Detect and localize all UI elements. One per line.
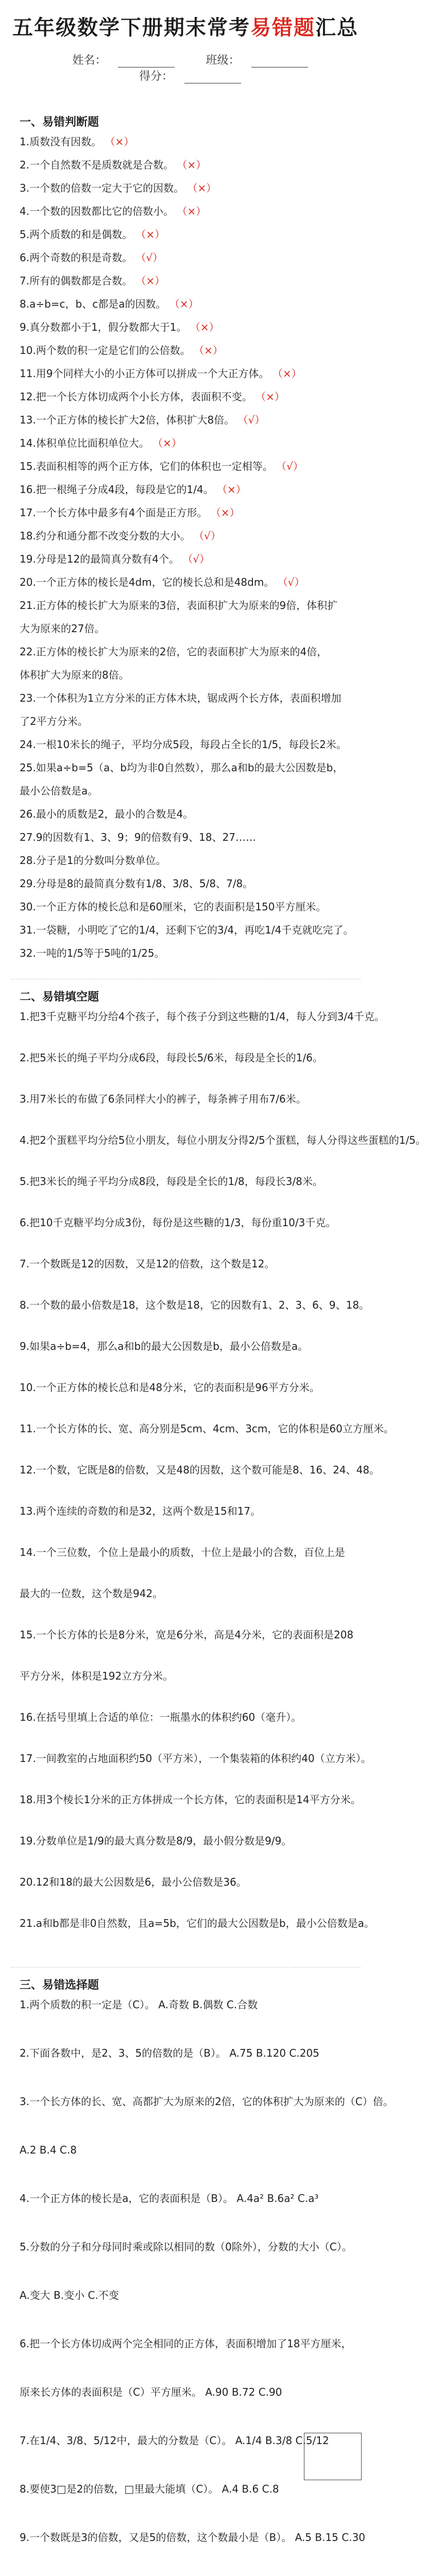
question-text: 6.两个奇数的积是奇数。 (20, 251, 133, 264)
question-line (20, 2336, 354, 2351)
question-line (20, 853, 354, 868)
question-line (20, 667, 354, 683)
question-line (20, 621, 354, 636)
class-label: 班级： (206, 54, 240, 67)
question-line (20, 690, 354, 706)
question-text: 30.一个正方体的棱长总和是60厘米，它的表面积是150平方厘米。 (20, 901, 327, 913)
answer-mark: （×） (101, 135, 134, 148)
answer-mark: （√） (234, 414, 265, 426)
question-text: 26.最小的质数是2，最小的合数是4。 (20, 808, 194, 820)
question-text: 4.一个正方体的棱长是a，它的表面积是（B）。 A.4a² B.6a² C.a³ (20, 2192, 319, 2205)
question-line (20, 482, 354, 497)
question-line (20, 134, 354, 149)
question-text: 27.9的因数有1、3、9；9的倍数有9、18、27…… (20, 831, 257, 843)
question-line (20, 1256, 354, 1272)
question-line (20, 435, 354, 451)
question-text: 32.一吨的1/5等于5吨的1/25。 (20, 947, 165, 959)
answer-mark: （×） (132, 228, 165, 241)
question-line (20, 876, 354, 891)
question-line (20, 1174, 354, 1189)
question-text: 了2平方分米。 (20, 715, 88, 727)
title-tail: 汇总 (315, 16, 359, 40)
question-text: 4.一个数的因数都比它的倍数小。 (20, 205, 174, 217)
question-text: 21.a和b都是非0自然数，且a=5b，它们的最大公因数是b，最小公倍数是a。 (20, 1917, 374, 1929)
question-line (20, 714, 354, 729)
question-text: 28.分子是1的分数叫分数单位。 (20, 854, 166, 867)
page-title (0, 11, 371, 41)
name-label: 姓名： (72, 54, 107, 67)
question-text: 13.两个连续的奇数的和是32，这两个数是15和17。 (20, 1505, 261, 1517)
question-line (20, 343, 354, 358)
question-line (20, 505, 354, 520)
question-text: 11.一个长方体的长、宽、高分别是5cm、4cm、3cm，它的体积是60立方厘米。 (20, 1422, 394, 1435)
answer-mark: （×） (174, 159, 207, 171)
question-line (20, 180, 354, 196)
section-heading: 三、易错选择题 (20, 1979, 99, 1992)
answer-mark: （×） (186, 321, 219, 333)
question-line (20, 2384, 354, 2400)
question-text: A.变大 B.变小 C.不变 (20, 2289, 119, 2301)
question-line (20, 1586, 354, 1601)
question-text: 1.两个质数的积一定是（C）。 A.奇数 B.偶数 C.合数 (20, 1998, 258, 2011)
question-line (20, 366, 354, 381)
question-line (20, 2287, 354, 2303)
answer-mark: （×） (166, 298, 199, 310)
question-line (20, 2142, 354, 2158)
question-line (20, 737, 354, 752)
question-line (20, 760, 354, 775)
answer-mark: （×） (190, 344, 223, 357)
question-line (20, 1751, 371, 1766)
question-text: 24.一根10米长的绳子，平均分成5段，每段占全长的1/5，每段长2米。 (20, 738, 347, 751)
question-line (20, 1545, 354, 1560)
question-text: 8.要使3□是2的倍数，□里最大能填（C）。 A.4 B.6 C.8 (20, 2483, 279, 2495)
question-text: 5.分数的分子和分母同时乘或除以相同的数（0除外），分数的大小（C）。 (20, 2241, 352, 2253)
answer-mark: （×） (184, 182, 217, 194)
answer-mark: （√） (190, 530, 221, 542)
answer-mark: （×） (174, 205, 207, 217)
question-line (20, 945, 354, 961)
question-text: 9.真分数都小于1，假分数都大于1。 (20, 321, 187, 333)
question-line (20, 227, 354, 242)
score-label: 得分： (139, 70, 173, 83)
question-text: 6.把一个长方体切成两个完全相同的正方体，表面积增加了18平方厘米， (20, 2337, 352, 2350)
question-text: 6.把10千克糖平均分成3份，每份是这些糖的1/3，每份重10/3千克。 (20, 1216, 336, 1229)
section-heading: 一、易错判断题 (20, 116, 99, 129)
question-text: 1.质数没有因数。 (20, 135, 102, 148)
question-line (20, 273, 354, 289)
question-line (20, 574, 354, 590)
question-text: 20.一个正方体的棱长是4dm，它的棱长总和是48dm。 (20, 576, 275, 588)
answer-mark: （√） (179, 553, 210, 565)
question-text: 11.用9个同样大小的小正方体可以拼成一个大正方体。 (20, 367, 269, 380)
question-line (20, 899, 354, 914)
question-text: 17.一个长方体中最多有4个面是正方形。 (20, 506, 208, 519)
question-line (20, 1462, 380, 1478)
question-line (20, 1874, 354, 1890)
section-heading: 二、易错填空题 (20, 991, 99, 1004)
question-line (20, 1627, 354, 1642)
question-text: 20.12和18的最大公因数是6，最小公倍数是36。 (20, 1876, 247, 1888)
question-line (20, 1297, 370, 1313)
question-line (20, 2530, 366, 2545)
question-text: 21.正方体的棱长扩大为原来的3倍，表面积扩大为原来的9倍，体积扩 (20, 599, 338, 612)
question-text: 15.一个长方体的长是8分米，宽是6分米，高是4分米，它的表面积是208 (20, 1629, 354, 1641)
question-text: 5.两个质数的和是偶数。 (20, 228, 133, 241)
question-line (20, 551, 354, 567)
question-line (20, 806, 354, 822)
question-line (20, 1338, 354, 1354)
student-info-row (0, 52, 371, 83)
answer-mark: （×） (149, 437, 182, 449)
question-text: 25.如果a÷b=5（a、b均为非0自然数），那么a和b的最大公因数是b， (20, 761, 344, 774)
question-text: 15.表面积相等的两个正方体，它们的体积也一定相等。 (20, 460, 273, 472)
question-text: 10.一个正方体的棱长总和是48分米，它的表面积是96平方分米。 (20, 1381, 320, 1394)
question-text: 18.约分和通分都不改变分数的大小。 (20, 530, 191, 542)
question-text: 23.一个体积为1立方分米的正方体木块，锯成两个长方体，表面积增加 (20, 692, 342, 704)
question-line (20, 1833, 354, 1849)
question-text: 9.如果a÷b=4，那么a和b的最大公因数是b，最小公倍数是a。 (20, 1340, 309, 1352)
question-text: 16.在括号里填上合适的单位：一瓶墨水的体积约60（毫升）。 (20, 1711, 302, 1723)
question-text: 14.体积单位比面积单位大。 (20, 437, 149, 449)
question-line (20, 1091, 354, 1107)
question-line (20, 528, 354, 544)
question-line (20, 1380, 354, 1395)
question-text: 29.分母是8的最简真分数有1/8、3/8、5/8、7/8。 (20, 877, 253, 890)
question-line (20, 1709, 354, 1725)
question-text: 7.所有的偶数都是合数。 (20, 275, 133, 287)
question-text: 体积扩大为原来的8倍。 (20, 669, 129, 681)
question-text: 14.一个三位数，个位上是最小的质数，十位上是最小的合数，百位上是 (20, 1546, 345, 1558)
question-line (20, 459, 354, 474)
question-text: 19.分母是12的最简真分数有4个。 (20, 553, 179, 565)
question-line (20, 1050, 354, 1065)
question-line (20, 204, 354, 219)
question-line (20, 1668, 354, 1684)
question-line (20, 829, 354, 845)
question-text: 18.用3个棱长1分米的正方体拼成一个长方体，它的表面积是14平方分米。 (20, 1793, 361, 1806)
section-divider (10, 1967, 361, 1968)
question-line (20, 2481, 354, 2497)
answer-mark: （×） (132, 275, 165, 287)
question-text: 最大的一位数，这个数是942。 (20, 1587, 163, 1600)
question-line (20, 319, 354, 335)
question-text: 2.一个自然数不是质数就是合数。 (20, 159, 174, 171)
score-field[interactable] (130, 67, 241, 83)
question-text: 大为原来的27倍。 (20, 622, 105, 635)
question-line (20, 250, 354, 265)
question-text: 8.a÷b=c，b、c都是a的因数。 (20, 298, 166, 310)
question-text: 3.用7米长的布做了6条同样大小的裤子，每条裤子用布7/6米。 (20, 1093, 306, 1105)
question-text: 3.一个数的倍数一定大于它的因数。 (20, 182, 184, 194)
question-text: 4.把2个蛋糕平均分给5位小朋友，每位小朋友分得2/5个蛋糕，每人分得这些蛋糕的1/5。 (20, 1134, 426, 1146)
question-line (20, 922, 354, 938)
question-text: 1.把3千克糖平均分给4个孩子，每个孩子分到这些糖的1/4，每人分到3/4千克。 (20, 1010, 385, 1023)
answer-mark: （√） (274, 576, 305, 588)
answer-mark: （√） (272, 460, 303, 472)
question-line (20, 2094, 394, 2109)
class-field[interactable] (197, 52, 308, 67)
question-line (20, 1009, 385, 1024)
question-text: 7.在1/4、3/8、5/12中，最大的分数是（C）。 A.1/4 B.3/8 C.5/12 (20, 2434, 329, 2447)
question-text: 12.把一个长方体切成两个小长方体，表面积不变。 (20, 391, 252, 403)
worksheet-header (0, 0, 371, 103)
question-line (20, 2045, 354, 2061)
question-line (20, 1997, 354, 2012)
question-line (20, 412, 354, 428)
question-text: 2.下面各数中，是2、3、5的倍数的是（B）。 A.75 B.120 C.205 (20, 2047, 319, 2059)
question-line (20, 2191, 354, 2206)
question-text: 8.一个数的最小倍数是18，这个数是18，它的因数有1、2、3、6、9、18。 (20, 1299, 370, 1311)
question-text: 19.分数单位是1/9的最大真分数是8/9，最小假分数是9/9。 (20, 1835, 292, 1847)
title-highlight: 易错题 (250, 16, 315, 40)
question-line (20, 1132, 426, 1148)
question-line (20, 296, 354, 312)
question-text: 原来长方体的表面积是（C）平方厘米。 A.90 B.72 C.90 (20, 2386, 282, 2398)
question-line (20, 1792, 361, 1807)
answer-mark: （×） (213, 483, 246, 496)
question-line (20, 1503, 354, 1519)
name-field[interactable] (63, 52, 174, 67)
answer-mark: （×） (207, 506, 240, 519)
question-text: 2.把5米长的绳子平均分成6段，每段长5/6米，每段是全长的1/6。 (20, 1052, 323, 1064)
question-line (20, 598, 354, 613)
question-text: 5.把3米长的绳子平均分成8段，每段是全长的1/8，每段长3/8米。 (20, 1175, 323, 1188)
question-text: 31.一袋糖，小明吃了它的1/4，还剩下它的3/4，再吃1/4千克就吃完了。 (20, 924, 354, 936)
question-text: 最小公倍数是a。 (20, 785, 98, 797)
question-text: 3.一个长方体的长、宽、高都扩大为原来的2倍，它的体积扩大为原来的（C）倍。 (20, 2095, 394, 2108)
question-line (20, 389, 354, 404)
question-text: A.2 B.4 C.8 (20, 2144, 77, 2156)
title-main: 五年级数学下册期末常考 (12, 16, 250, 40)
question-line (20, 644, 354, 659)
question-text: 9.一个数既是3的倍数，又是5的倍数，这个数最小是（B）。 A.5 B.15 C.30 (20, 2531, 366, 2544)
question-line (20, 1916, 374, 1931)
question-text: 12.一个数，它既是8的倍数，又是48的因数，这个数可能是8、16、24、48。 (20, 1464, 380, 1476)
question-line (20, 2239, 354, 2255)
question-text: 22.正方体的棱长扩大为原来的2倍，它的表面积扩大为原来的4倍， (20, 646, 328, 658)
answer-mark: （×） (269, 367, 302, 380)
question-line (20, 2433, 354, 2448)
question-line (20, 1215, 354, 1230)
question-text: 16.把一根绳子分成4段，每段是它的1/4。 (20, 483, 214, 496)
question-text: 13.一个正方体的棱长扩大2倍，体积扩大8倍。 (20, 414, 235, 426)
question-text: 平方分米，体积是192立方分米。 (20, 1670, 174, 1682)
question-text: 17.一间教室的占地面积约50（平方米），一个集装箱的体积约40（立方米）。 (20, 1752, 371, 1765)
question-line (20, 1421, 394, 1436)
answer-mark: （√） (132, 251, 163, 264)
answer-mark: （×） (252, 391, 285, 403)
question-text: 7.一个数既是12的因数，又是12的倍数，这个数是12。 (20, 1258, 275, 1270)
question-text: 10.两个数的积一定是它们的公倍数。 (20, 344, 191, 357)
question-line (20, 783, 354, 799)
question-line (20, 157, 354, 173)
